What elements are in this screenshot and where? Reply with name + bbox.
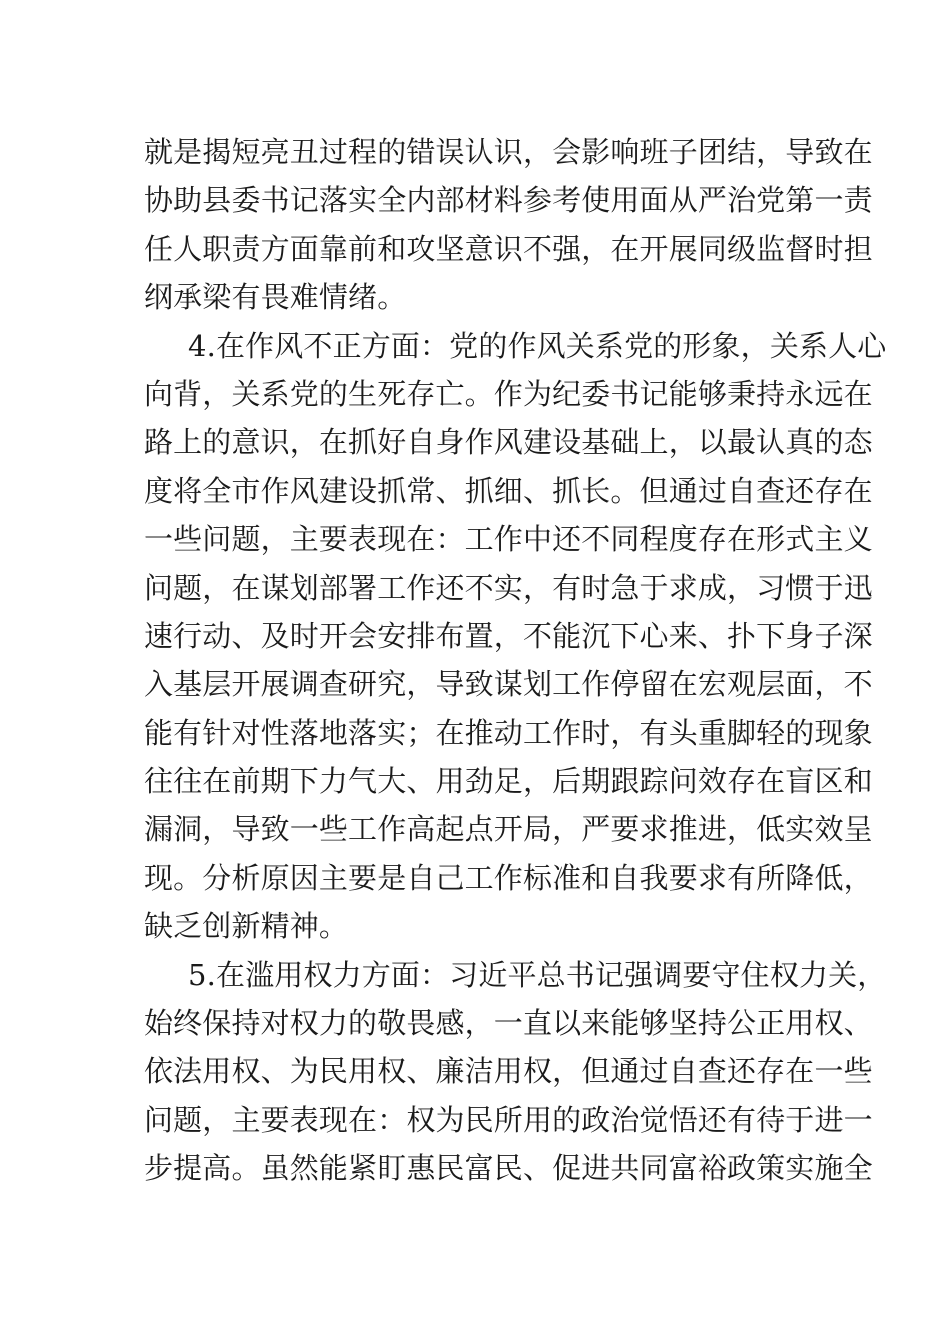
document-body: [144, 128, 887, 1193]
text-line: 始终保持对权力的敬畏感，一直以来能够坚持公正用权、: [144, 1006, 873, 1041]
text-line: 度将全市作风建设抓常、抓细、抓长。但通过自查还存在: [144, 473, 873, 508]
text-line: 缺乏创新精神。: [144, 909, 349, 944]
text-line: 路上的意识，在抓好自身作风建设基础上，以最认真的态: [144, 425, 873, 460]
text-line: 问题，在谋划部署工作还不实，有时急于求成，习惯于迅: [144, 570, 873, 605]
text-line: 一些问题，主要表现在：工作中还不同程度存在形式主义: [144, 522, 873, 557]
text-line: 纲承梁有畏难情绪。: [144, 280, 407, 315]
text-line: 入基层开展调查研究，导致谋划工作停留在宏观层面，不: [144, 667, 873, 702]
text-line: 协助县委书记落实全内部材料参考使用面从严治党第一责: [144, 183, 873, 218]
text-line: 漏洞，导致一些工作高起点开局，严要求推进，低实效呈: [144, 812, 873, 847]
text-line: 往往在前期下力气大、用劲足，后期跟踪问效存在盲区和: [144, 764, 873, 799]
text-line: 现。分析原因主要是自己工作标准和自我要求有所降低，: [144, 860, 873, 895]
text-line: 能有针对性落地落实；在推动工作时，有头重脚轻的现象: [144, 715, 873, 750]
text-line: 问题，主要表现在：权为民所用的政治觉悟还有待于进一: [144, 1102, 873, 1137]
text-line: 任人职责方面靠前和攻坚意识不强，在开展同级监督时担: [144, 231, 873, 266]
text-line: 向背，关系党的生死存亡。作为纪委书记能够秉持永远在: [144, 376, 873, 411]
paragraph-first-line: 4.在作风不正方面：党的作风关系党的形象，关系人心: [188, 328, 887, 363]
paragraph-first-line: 5.在滥用权力方面：习近平总书记强调要守住权力关，: [188, 957, 887, 992]
text-line: 速行动、及时开会安排布置，不能沉下心来、扑下身子深: [144, 618, 873, 653]
text-line: 依法用权、为民用权、廉洁用权，但通过自查还存在一些: [144, 1054, 873, 1089]
text-line: 步提高。虽然能紧盯惠民富民、促进共同富裕政策实施全: [144, 1151, 873, 1186]
text-line: 就是揭短亮丑过程的错误认识，会影响班子团结，导致在: [144, 135, 873, 169]
